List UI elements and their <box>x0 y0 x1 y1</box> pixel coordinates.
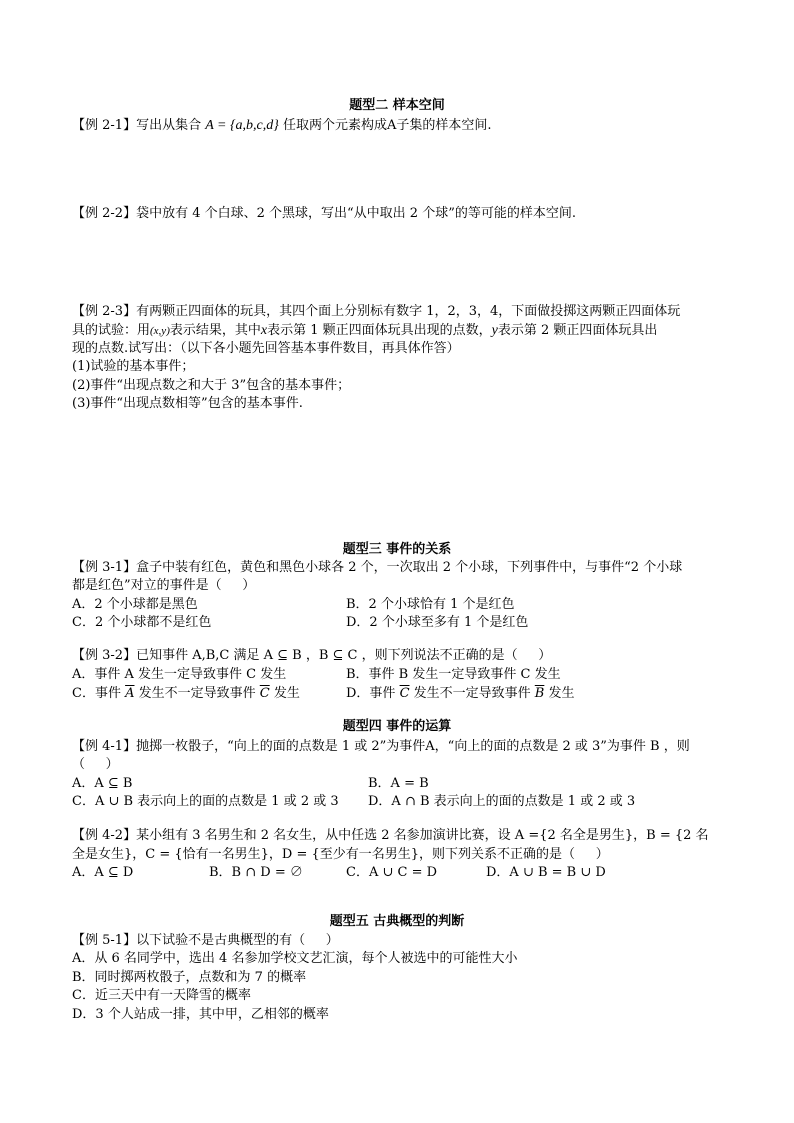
example-4-1-line1: 【例 4-1】抛掷一枚骰子，“向上的面的点数是 1 或 2”为事件A，“向上的面的点数是 2 或 3”为事件 B ，则 <box>72 739 690 754</box>
example-4-1-line2: （ ） <box>72 757 119 772</box>
example-2-2: 【例 2-2】袋中放有 4 个白球、2 个黑球，写出“从中取出 2 个球”的等可能的样本空间. <box>72 206 576 221</box>
example-2-3-line2 <box>72 321 657 341</box>
ex32-option-c <box>72 684 300 703</box>
ex23-math-xy: (x,y) <box>150 325 170 337</box>
ex32-option-d <box>346 684 574 703</box>
ex42-option-d: D．A ∪ B = B ∪ D <box>486 865 606 880</box>
example-3-1-line2: 都是红色”对立的事件是（ ） <box>72 578 256 593</box>
ex51-option-d: D．3 个人站成一排，其中甲，乙相邻的概率 <box>72 1007 329 1022</box>
section-title-event-operations: 题型四 事件的运算 <box>342 719 452 734</box>
ex31-option-d: D．2 个小球至多有 1 个是红色 <box>346 615 529 630</box>
ex32-c-text3: 发生 <box>269 686 300 701</box>
example-4-2-line2: 全是女生}，C = {恰有一名男生}，D = {至少有一名男生}，则下列关系不正确的是（ ） <box>72 847 609 862</box>
ex23-text-c: 表示第 1 颗正四面体玩具出现的点数， <box>267 323 492 338</box>
ex51-option-c: C．近三天中有一天降雪的概率 <box>72 988 251 1003</box>
ex32-d-complement-b: $\overline{B}$ <box>534 686 545 701</box>
ex42-option-a: A．A ⊆ D <box>72 865 134 880</box>
example-2-3-q1: (1)试验的基本事件； <box>72 359 195 374</box>
example-2-3-line3: 现的点数.试写出：（以下各小题先回答基本事件数目，再具体作答） <box>72 341 460 356</box>
ex31-option-a: A．2 个小球都是黑色 <box>72 597 198 612</box>
ex32-d-text2: 发生不一定导致事件 <box>409 686 535 701</box>
ex41-option-d: D．A ∩ B 表示向上的面的点数是 1 或 2 或 3 <box>368 794 636 809</box>
ex41-option-a: A．A ⊆ B <box>72 776 133 791</box>
ex32-option-b: B．事件 B 发生一定导致事件 C 发生 <box>346 667 561 682</box>
ex32-d-text1: D．事件 <box>346 686 400 701</box>
example-2-3-line1: 【例 2-3】有两颗正四面体的玩具，其四个面上分别标有数字 1，2，3，4，下面做投掷这两颗正四面体玩 <box>72 304 681 319</box>
ex32-c-complement-a: $\overline{A}$ <box>125 686 135 701</box>
example-3-1-line1: 【例 3-1】盒子中装有红色，黄色和黑色小球各 2 个，一次取出 2 个小球，下列事件中，与事件“2 个小球 <box>72 560 683 575</box>
example-3-2-line1: 【例 3-2】已知事件 A,B,C 满足 A ⊆ B ，B ⊆ C ，则下列说法不正确的是（ ） <box>72 648 552 663</box>
ex32-d-text3: 发生 <box>544 686 575 701</box>
ex31-option-c: C．2 个小球都不是红色 <box>72 615 212 630</box>
example-2-1-suffix: 任取两个元素构成A子集的样本空间. <box>278 118 492 133</box>
example-2-1 <box>72 116 492 135</box>
ex23-text-d: 表示第 2 颗正四面体玩具出 <box>497 323 658 338</box>
ex32-option-a: A．事件 A 发生一定导致事件 C 发生 <box>72 667 287 682</box>
section-title-classical-probability: 题型五 古典概型的判断 <box>329 914 465 929</box>
ex23-math-x: x <box>260 323 268 338</box>
ex42-option-b: B．B ∩ D = ∅ <box>209 865 303 880</box>
example-2-1-prefix: 【例 2-1】写出从集合 <box>72 118 206 133</box>
ex51-option-a: A．从 6 名同学中，选出 4 名参加学校文艺汇演，每个人被选中的可能性大小 <box>72 951 518 966</box>
ex41-option-b: B．A = B <box>368 776 429 791</box>
ex51-option-b: B．同时掷两枚骰子，点数和为 7 的概率 <box>72 970 307 985</box>
example-2-3-q2: (2)事件“出现点数之和大于 3”包含的基本事件； <box>72 378 351 393</box>
ex32-d-complement-c: $\overline{C}$ <box>399 686 410 701</box>
ex32-c-text1: C．事件 <box>72 686 126 701</box>
example-4-2-line1: 【例 4-2】某小组有 3 名男生和 2 名女生，从中任选 2 名参加演讲比赛，设 A ={2 名全是男生}，B = {2 名 <box>72 828 709 843</box>
ex41-option-c: C．A ∪ B 表示向上的面的点数是 1 或 2 或 3 <box>72 794 339 809</box>
ex23-math-y: y <box>491 323 498 338</box>
ex31-option-b: B．2 个小球恰有 1 个是红色 <box>346 597 515 612</box>
ex42-option-c: C．A ∪ C = D <box>346 865 438 880</box>
ex23-text-a: 具的试验：用 <box>72 323 151 338</box>
set-A-formula: A = {a,b,c,d} <box>205 118 279 133</box>
example-2-3-q3: (3)事件“出现点数相等”包含的基本事件. <box>72 396 303 411</box>
ex23-text-b: 表示结果，其中 <box>169 323 261 338</box>
ex32-c-text2: 发生不一定导致事件 <box>134 686 260 701</box>
ex32-c-complement-c: $\overline{C}$ <box>259 686 270 701</box>
section-title-sample-space: 题型二 样本空间 <box>349 98 445 113</box>
example-5-1-line1: 【例 5-1】以下试验不是古典概型的有（ ） <box>72 933 339 948</box>
section-title-event-relations: 题型三 事件的关系 <box>342 542 452 557</box>
